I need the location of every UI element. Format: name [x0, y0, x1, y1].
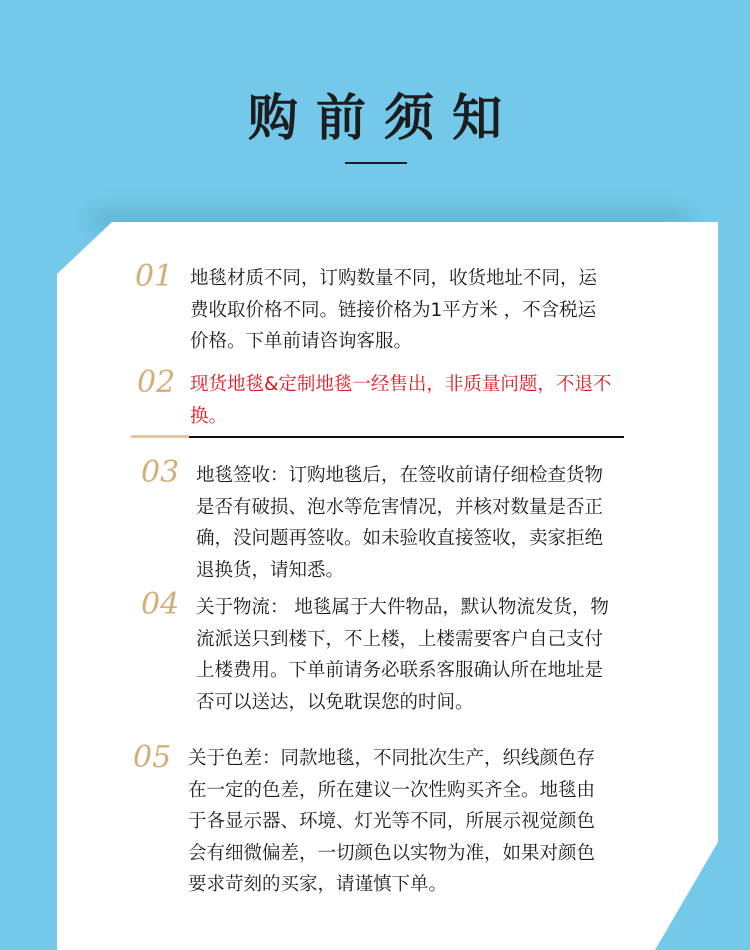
item-04-line: 上楼费用。下单前请务必联系客服确认所在地址是	[196, 660, 604, 681]
divider-line	[189, 436, 624, 438]
item-03-line: 确，没问题再签收。如未验收直接签收，卖家拒绝	[196, 528, 604, 549]
item-02-line: 换。	[190, 405, 228, 427]
item-04-line: 否可以送达，以免耽误您的时间。	[196, 691, 474, 713]
item-03-line: 地毯签收：订购地毯后，在签收前请仔细检查货物	[196, 465, 604, 486]
item-text-02	[190, 369, 611, 432]
page-title: 购前须知	[248, 88, 520, 147]
item-01-line: 地毯材质不同，订购数量不同，收货地址不同，运	[190, 268, 598, 289]
item-number-05: 05	[133, 740, 172, 775]
item-number-04: 04	[141, 587, 180, 622]
item-01-line: 价格。下单前请咨询客服。	[190, 331, 413, 352]
item-number-03: 03	[141, 455, 180, 490]
title-underline	[345, 162, 407, 164]
item-number-02: 02	[137, 365, 176, 400]
item-02-line: 现货地毯&定制地毯一经售出，非质量问题，不退不	[190, 374, 612, 395]
item-text-05	[188, 743, 595, 901]
item-05-line: 于各显示器、环境、灯光等不同，所展示视觉颜色	[188, 811, 596, 832]
item-text-01	[190, 263, 597, 358]
item-text-03	[196, 460, 603, 586]
divider-accent	[131, 435, 189, 438]
item-03-line: 是否有破损、泡水等危害情况，并核对数量是否正	[196, 496, 604, 518]
item-03-line: 退换货，请知悉。	[196, 559, 345, 581]
item-text-04	[196, 592, 609, 718]
item-04-line: 关于物流： 地毯属于大件物品，默认物流发货，物	[196, 597, 609, 618]
item-05-line: 会有细微偏差，一切颜色以实物为准，如果对颜色	[188, 842, 596, 864]
item-05-line: 关于色差：同款地毯，不同批次生产，织线颜色存	[188, 748, 596, 769]
item-number-01: 01	[135, 259, 174, 294]
item-01-line: 费收取价格不同。链接价格为1平方米 ，不含税运	[190, 299, 597, 321]
item-05-line: 在一定的色差，所在建议一次性购买齐全。地毯由	[188, 779, 596, 801]
item-04-line: 流派送只到楼下，不上楼，上楼需要客户自己支付	[196, 628, 604, 650]
item-05-line: 要求苛刻的买家，请谨慎下单。	[188, 874, 448, 895]
